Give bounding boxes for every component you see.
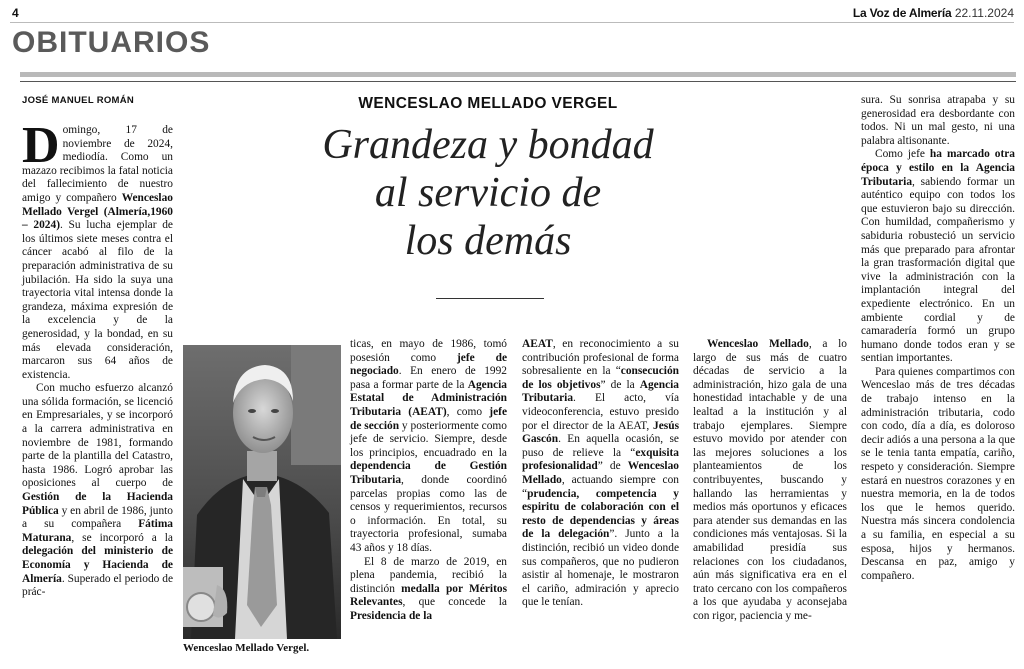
col3-bold: Agencia Tributaria	[522, 378, 679, 405]
col2-bold: Agencia Estatal de Administración Tributaria (AEAT)	[350, 378, 507, 418]
col3-text: . En aquella ocasión, se puso de relieve la “	[522, 433, 679, 459]
col5-bold: ha marcado otra época y estilo en la Agencia Tributaria	[861, 148, 1015, 188]
col3-text: ” de	[597, 460, 628, 473]
col1-text: omingo, 17 de noviembre de 2024, mediodía. Como un mazazo recibimos la fatal noticia del fallecimiento de nuestro amigo y compañero	[22, 124, 173, 204]
col4-text: , a lo largo de sus más de cuatro décadas de servicio a la administración, hizo gala de una honestidad intachable y de una lealtad a la institución y al trabajo ejemplares. Siempre estuvo movido por atender con las mejores soluciones a los planteamientos de los contribuyentes, buscando y hallando las herramientas y medios más oportunos y eficaces para atender sus demandas en las condiciones más ventajosas. Si la amabilidad presidía sus relaciones con los ciudadanos, aún más significativa era en el trato cercano con los compañeros a los que ayudaba y aconsejaba con rigor, paciencia y me-	[693, 338, 847, 622]
section-bar-thin	[20, 81, 1016, 82]
section-title: OBITUARIOS	[12, 26, 211, 59]
col3-bold: exquisita profesionalidad	[522, 446, 679, 473]
col3-text: ”. Junto a la distinción, recibió un video donde sus compañeros, que no pudieron asistir al homenaje, le mostraron el cariño, admiración y aprecio que le tenían.	[522, 528, 679, 609]
headline-line: al servicio de	[374, 170, 602, 216]
col3-text: ” de la	[600, 378, 640, 391]
article-column-3	[522, 338, 679, 610]
article-kicker: WENCESLAO MELLADO VERGEL	[358, 95, 618, 112]
col1-bold: Gestión de la Hacienda Pública	[22, 491, 173, 517]
col2-text: , que concede la	[402, 596, 507, 609]
col3-bold: Wenceslao Mellado	[522, 460, 679, 486]
col2-text: y posteriormente como jefe de servicio. Siempre, desde los principios, encuadrado en la	[350, 419, 507, 459]
col5-text: Como jefe	[875, 148, 930, 161]
header-rule	[10, 22, 1014, 23]
page-number: 4	[12, 6, 19, 20]
col2-bold: dependencia de Gestión Tributaria	[350, 460, 507, 486]
masthead	[853, 6, 1014, 20]
col5-text: Para quienes compartimos con Wenceslao más de tres décadas de trabajo intenso en la administración tributaria, codo con codo, día a día, es doloroso decir adiós a una persona a la que se le tenia tanta empatía, cariño, respeto y consideración. Siempre estará en nuestros corazones y en nuestra memoria, en la de todos los que le hemos querido. Nuestra más sincera condolencia a su familia, en especial a su esposa, hijos y hermanos. Descansa en paz, amigo y compañero.	[861, 365, 1015, 582]
col3-bold: AEAT	[522, 338, 553, 350]
article-column-4	[693, 338, 847, 623]
dropcap: D	[22, 117, 60, 174]
col2-bold: jefe de negociado	[350, 351, 507, 378]
photo-caption: Wenceslao Mellado Vergel.	[183, 642, 310, 654]
headline-line: los demás	[404, 218, 572, 264]
col3-text: , en reconocimiento a su contribución profesional de forma sobresaliente en la “	[522, 338, 679, 378]
col2-text: , donde coordinó parcelas propias como las de censos y requerimientos, recursos o información. En total, su trayectoria profesional, sumaba 43 años y 18 días.	[350, 473, 507, 554]
article-column-2	[350, 338, 507, 623]
article-headline	[282, 121, 694, 265]
headline-line: Grandeza y bondad	[322, 122, 654, 168]
col1-text: . Superado el periodo de prác-	[22, 572, 173, 599]
col5-text: , sabiendo formar un auténtico equipo con todos los que estuvieron bajo su dirección. Con humildad, compañerismo y sabiduria robusteció un servicio más que preparado para afrontar la gran trasformación digital que vive la administración con la implantación integral del expediente electrónico. En un ambiente cordial y de camaradería formó un grupo humano donde todos eran y se sentian importantes.	[861, 175, 1015, 365]
col3-bold: prudencia, competencia y espiritu de colaboración con el resto de dependencias y áreas de la delegación	[522, 487, 679, 541]
col2-bold: jefe de sección	[350, 405, 507, 432]
col1-bold: Wenceslao Mellado Vergel (Almería,1960 – 2024)	[22, 191, 173, 232]
col2-text: . En enero de 1992 pasa a formar parte de la	[350, 365, 507, 391]
col3-text: , actuando siempre con “	[522, 473, 679, 500]
col2-bold: medalla por Méritos Relevantes	[350, 582, 508, 609]
col2-text: ticas, en mayo de 1986, tomó posesión como	[350, 338, 507, 364]
col3-bold: consecución de los objetivos	[522, 365, 679, 391]
col2-text: , como	[446, 405, 490, 418]
section-bar	[20, 72, 1016, 77]
masthead-date: 22.11.2024	[954, 6, 1014, 20]
byline: JOSÉ MANUEL ROMÁN	[22, 95, 135, 106]
col2-text: El 8 de marzo de 2019, en plena pandemia, recibió la distinción	[350, 555, 507, 595]
col1-text: y en abril de 1986, junto a su compañera	[22, 504, 173, 531]
col1-text: , se incorporó a la	[71, 531, 173, 544]
col1-text: Con mucho esfuerzo alcanzó una sólida formación, se licenció en Empresariales, y se incorporó a la carrera administrativa en noviembre de 1981, formando parte de la plantilla del Catastro, hasta 1986. Logró aprobar las oposiciones al cuerpo de	[22, 382, 173, 490]
masthead-title: La Voz de Almería	[852, 6, 952, 20]
col1-bold: delegación del ministerio de Economía y Hacienda de Almería	[22, 545, 173, 585]
headline-rule	[436, 298, 544, 299]
col3-text: . El acto, vía videoconferencia, estuvo presido por el director de la AEAT,	[522, 392, 679, 432]
col4-bold: Wenceslao Mellado	[707, 338, 809, 350]
portrait-photo	[183, 345, 341, 639]
col3-bold: Jesús Gascón	[522, 419, 679, 446]
col5-text: sura. Su sonrisa atrapaba y su generosidad era desbordante con todos. Ni un mal gesto, ni una palabra altisonante.	[861, 94, 1015, 147]
article-column-1	[22, 117, 173, 600]
col1-bold: Fátima Maturana	[22, 518, 173, 544]
col2-bold: Presidencia de la	[350, 609, 433, 622]
article-column-5	[861, 94, 1015, 583]
col1-text: . Su lucha ejemplar de los últimos siete meses contra el cáncer acabó al filo de la preparación administrativa de su jubilación. Ha sido la suya una trayectoria vital intensa donde la grandeza, máxima expresión de la excelencia y de la generosidad, y la bondad, en su más elevada consideración, marcaron sus 64 años de existencia.	[22, 219, 173, 381]
